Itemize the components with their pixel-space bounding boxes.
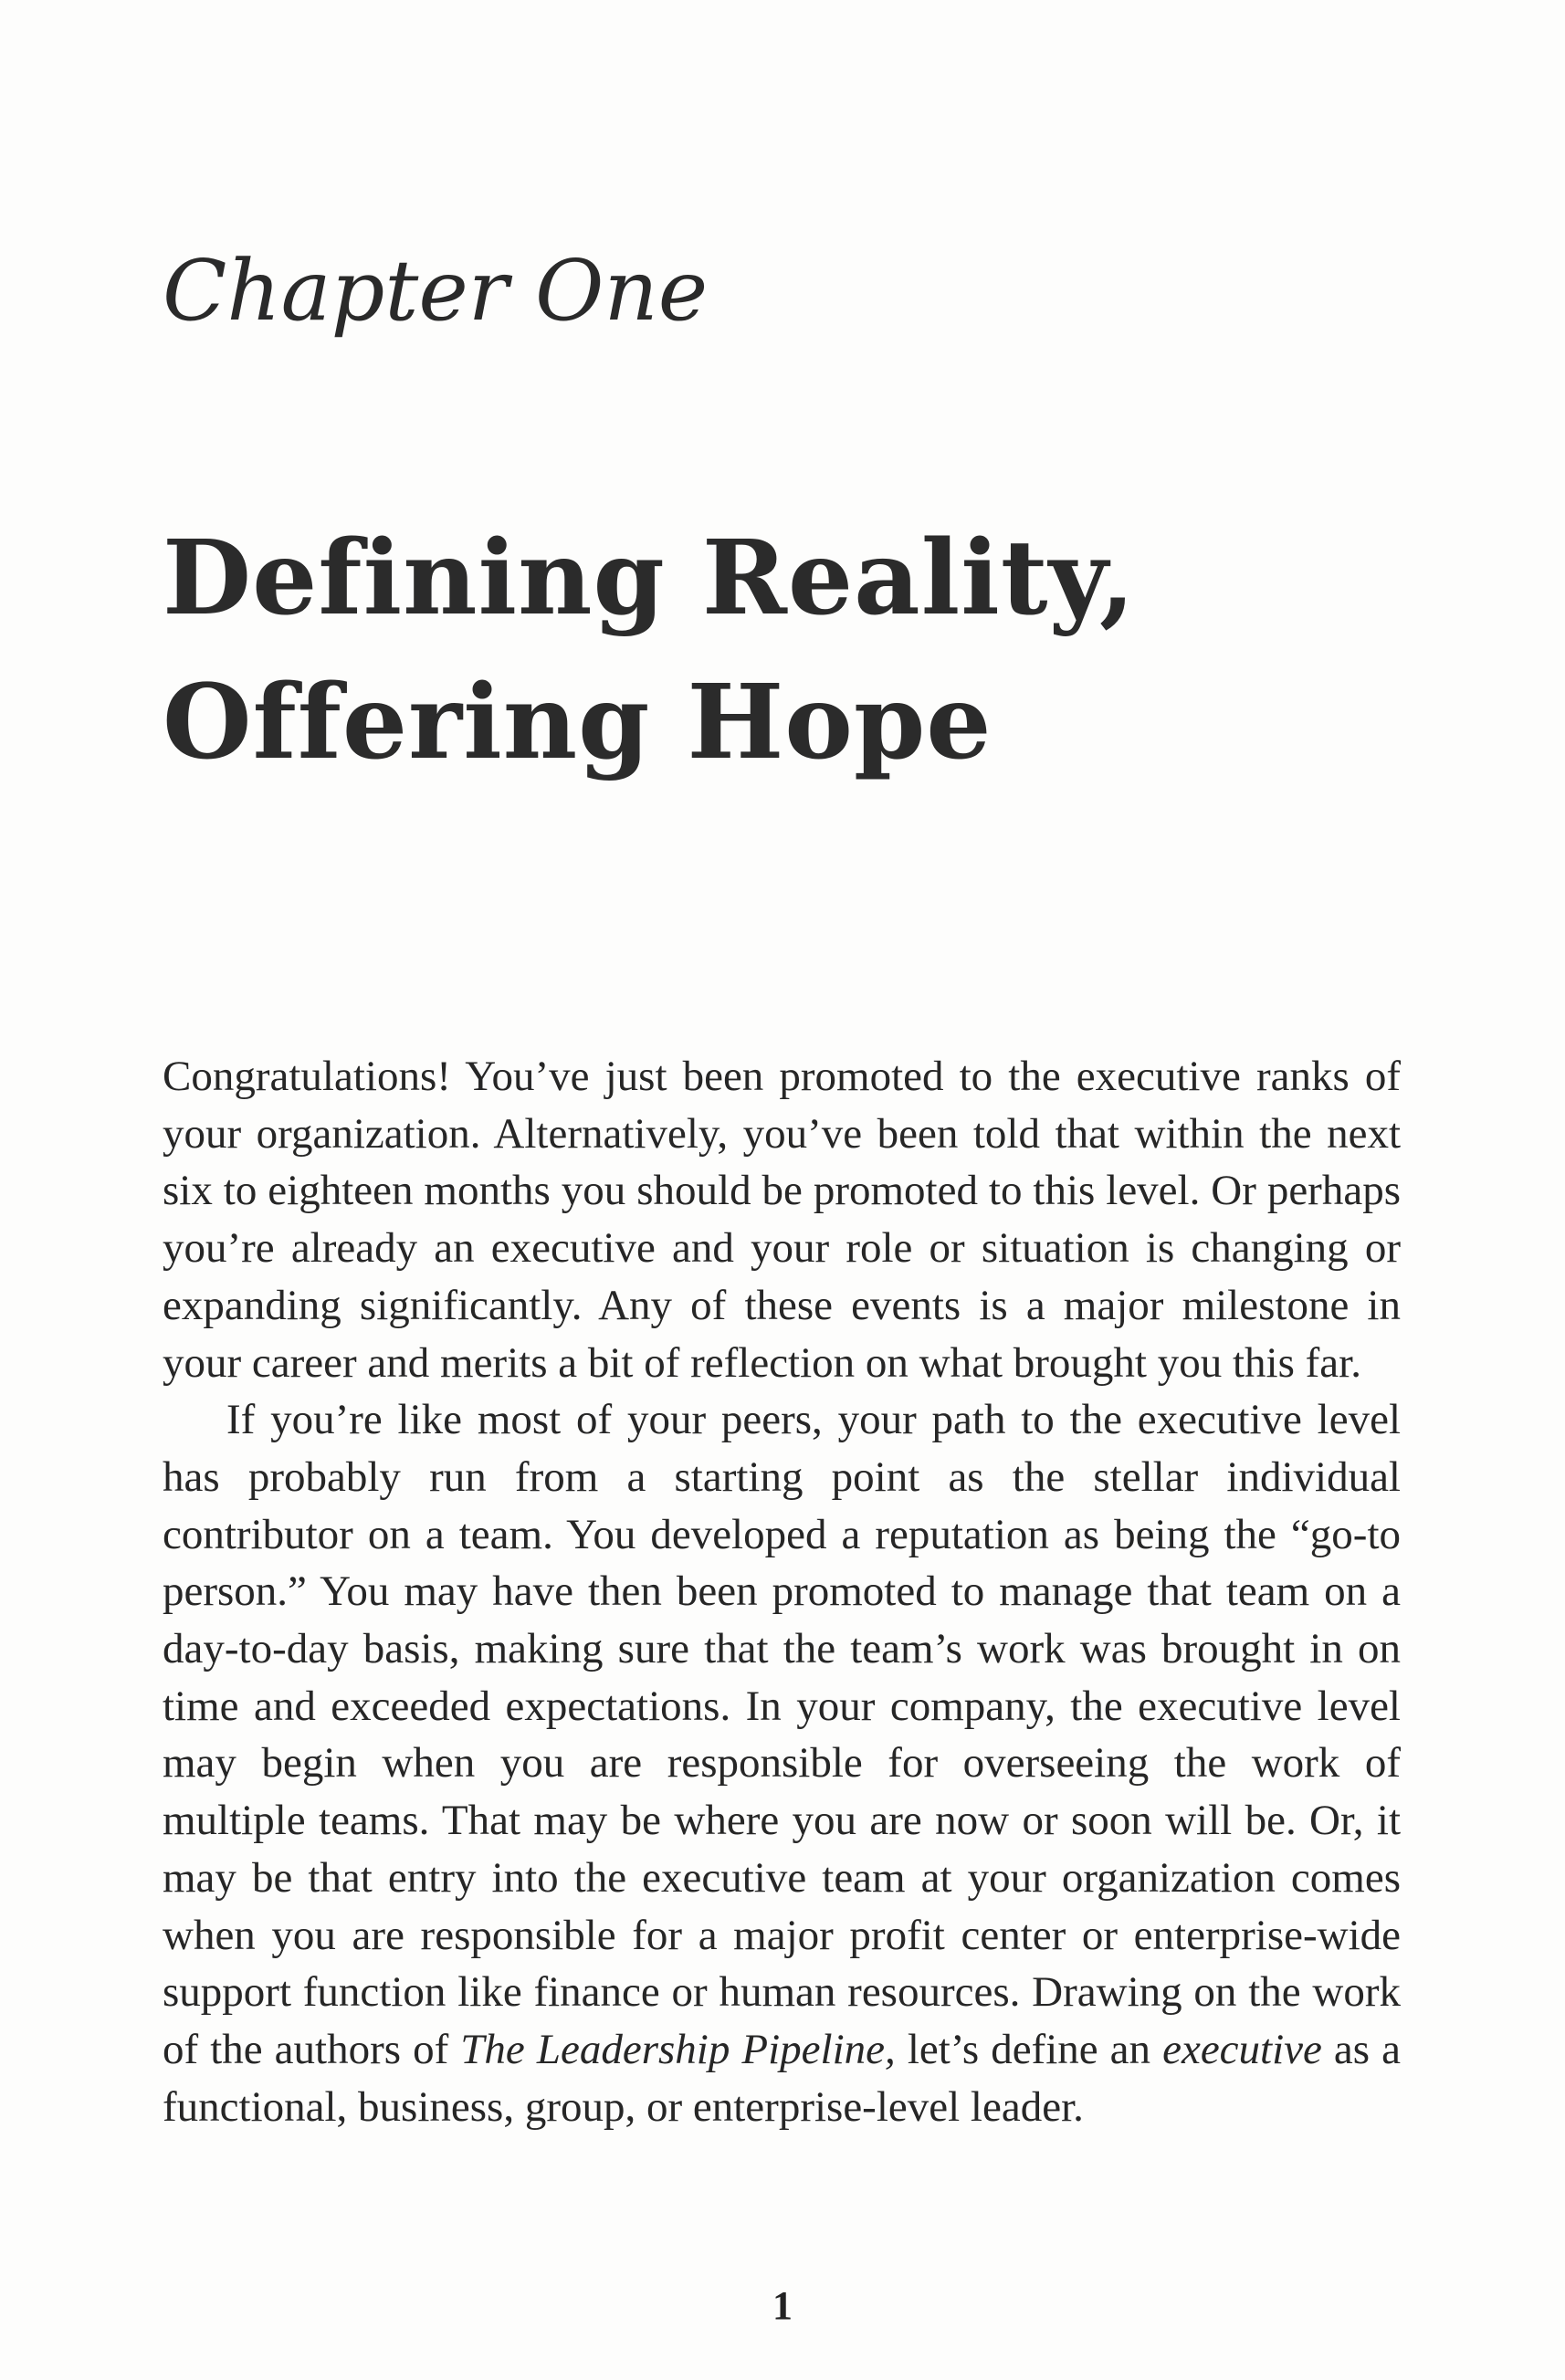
chapter-title-line-2: Offering Hope: [163, 663, 993, 782]
paragraph-1: Congratulations! You’ve just been promoted to the executive ranks of your organization. Alternatively, you’ve been told that within the next six to eighteen months you should be promoted to this level. Or perhaps you’re already an executive and your role or situation is changing or expanding significantly. Any of these events is a major milestone in your career and merits a bit of reflection on what brought you this far.: [163, 1053, 1401, 1387]
body-text: [163, 1048, 1401, 2135]
page-number: 1: [772, 2283, 793, 2328]
paragraph-2-text-c: as a functional, business, group, or enterprise-level leader.: [163, 2025, 1401, 2131]
chapter-label: Chapter One: [163, 242, 709, 340]
paragraph-2: [163, 1391, 1401, 2135]
chapter-title: [163, 507, 1136, 795]
defined-term: executive: [1162, 2025, 1322, 2073]
book-title: The Leadership Pipeline,: [460, 2025, 896, 2073]
paragraph-2-text-b: let’s define an: [895, 2025, 1163, 2073]
paragraph-2-text-a: If you’re like most of your peers, your path to the executive level has probably run from a starting point as the stellar individual contributor on a team. You developed a reputation as being the “go-to person.” You may have then been promoted to manage that team on a day-to-day basis, making sure that the team’s work was brought in on time and exceeded expectations. In your company, the executive level may begin when you are responsible for overseeing the work of multiple teams. That may be where you are now or soon will be. Or, it may be that entry into the executive team at your organization comes when you are responsible for a major profit center or enterprise-wide support function like finance or human resources. Drawing on the work of the authors of: [163, 1396, 1401, 2073]
chapter-title-line-1: Defining Reality,: [163, 519, 1136, 638]
